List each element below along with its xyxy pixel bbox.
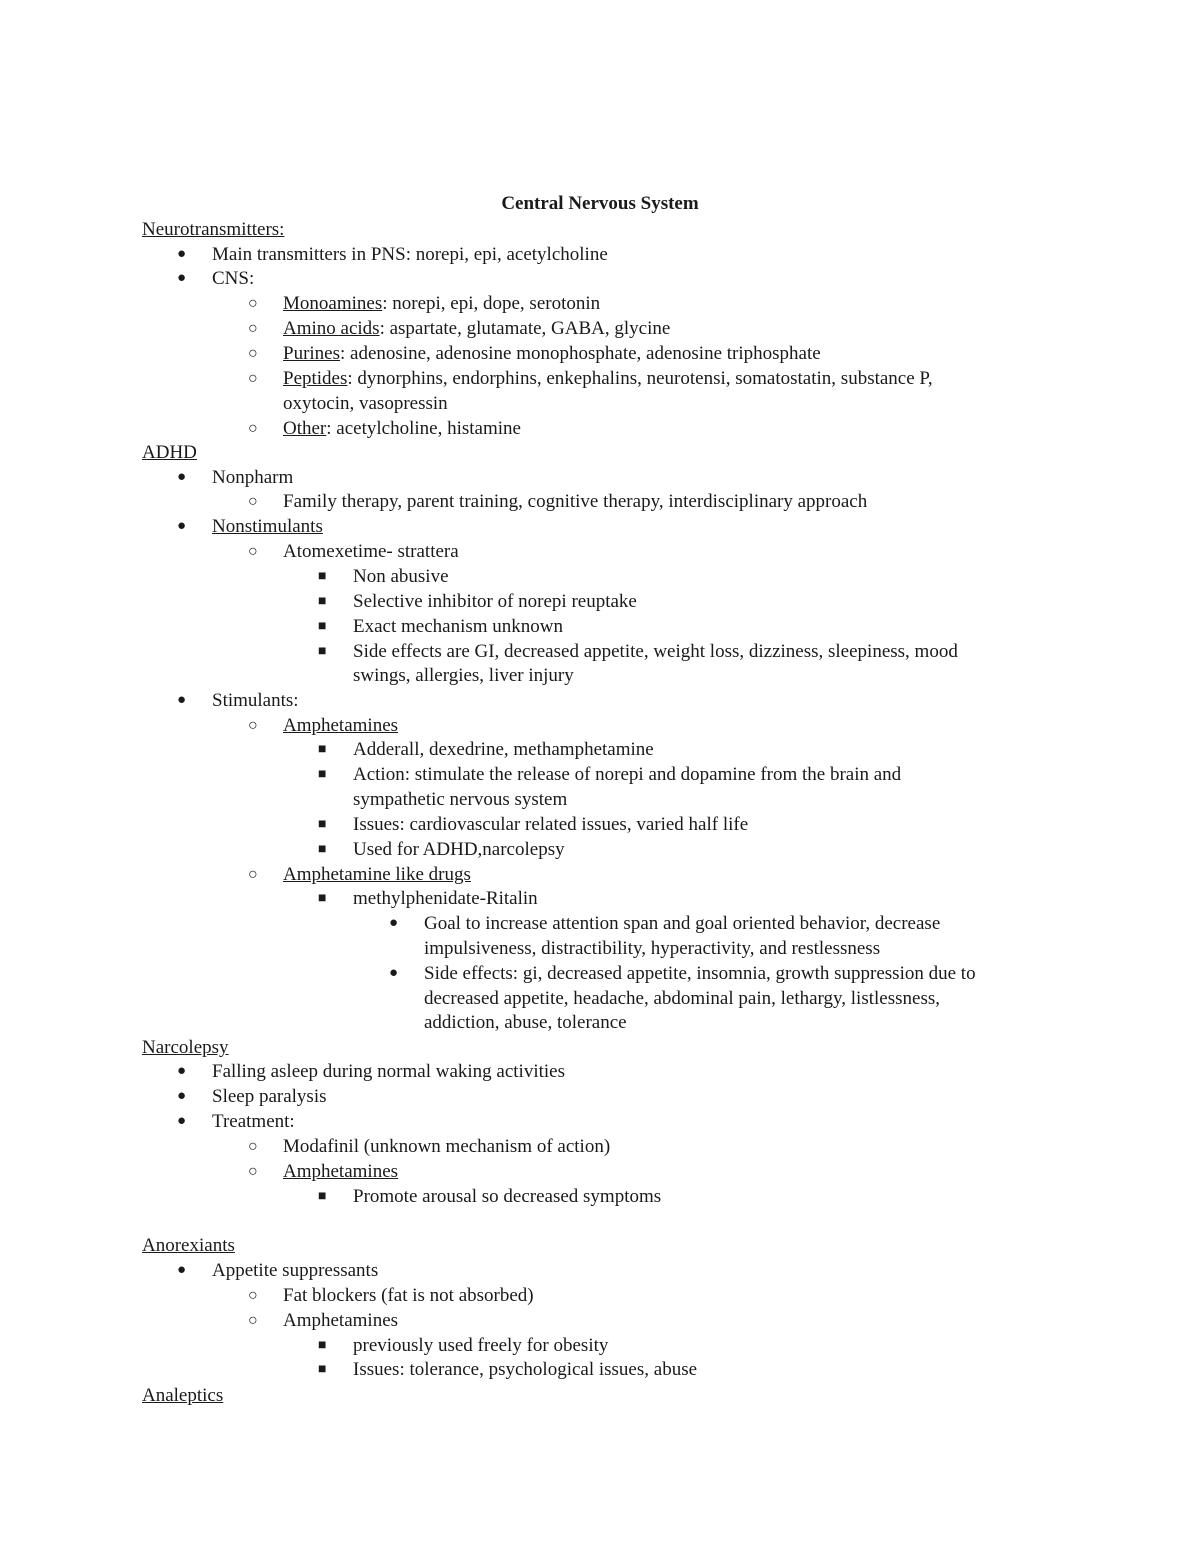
term-label: Other (283, 418, 327, 439)
list-item: CNS: (212, 268, 255, 289)
section-heading-anorexiants: Anorexiants (142, 1235, 235, 1256)
list-item: Nonstimulants (212, 516, 323, 537)
list-item: previously used freely for obesity (353, 1335, 609, 1356)
bullet-hollow: ○ (248, 320, 258, 337)
list-item: Issues: tolerance, psychological issues, abuse (353, 1359, 698, 1380)
bullet-filled: ● (177, 1113, 187, 1129)
bullet-filled: ● (177, 270, 187, 286)
list-item: Main transmitters in PNS: norepi, epi, acetylcholine (212, 244, 608, 265)
list-item (283, 416, 521, 441)
bullet-square: ■ (318, 1189, 327, 1204)
bullet-square: ■ (318, 842, 327, 857)
bullet-square: ■ (318, 891, 327, 906)
list-item: Amphetamines (283, 1161, 399, 1182)
list-item: Atomexetime- strattera (283, 541, 459, 562)
bullet-filled: ● (177, 1063, 187, 1079)
bullet-hollow: ○ (248, 543, 258, 560)
list-item: Selective inhibitor of norepi reuptake (353, 591, 637, 612)
bullet-filled: ● (177, 1262, 187, 1278)
bullet-square: ■ (318, 1362, 327, 1377)
list-item: Stimulants: (212, 690, 299, 711)
bullet-filled: ● (177, 246, 187, 262)
list-item: Goal to increase attention span and goal oriented behavior, decrease (424, 913, 941, 934)
term-text: : aspartate, glutamate, GABA, glycine (379, 318, 671, 339)
list-item: Action: stimulate the release of norepi and dopamine from the brain and (353, 764, 902, 785)
bullet-square: ■ (318, 619, 327, 634)
list-item: methylphenidate-Ritalin (353, 888, 538, 909)
bullet-square: ■ (318, 644, 327, 659)
term-label: Monoamines (283, 293, 383, 314)
bullet-square: ■ (318, 1338, 327, 1353)
bullet-hollow: ○ (248, 345, 258, 362)
list-item-continuation: oxytocin, vasopressin (283, 393, 448, 414)
list-item: Exact mechanism unknown (353, 616, 564, 637)
list-item: Used for ADHD,narcolepsy (353, 839, 565, 860)
bullet-filled: ● (389, 965, 399, 981)
term-text: : norepi, epi, dope, serotonin (382, 293, 601, 314)
bullet-square: ■ (318, 767, 327, 782)
list-item-continuation: sympathetic nervous system (353, 789, 568, 810)
term-label: Peptides (283, 368, 348, 389)
bullet-hollow: ○ (248, 1312, 258, 1329)
bullet-square: ■ (318, 817, 327, 832)
list-item-continuation: impulsiveness, distractibility, hyperactivity, and restlessness (424, 938, 881, 959)
list-item: Non abusive (353, 566, 449, 587)
list-item: Falling asleep during normal waking activities (212, 1061, 566, 1082)
bullet-filled: ● (177, 1088, 187, 1104)
list-item-continuation: swings, allergies, liver injury (353, 665, 574, 686)
section-heading-analeptics: Analeptics (142, 1385, 224, 1406)
list-item (283, 316, 670, 341)
list-item: Amphetamines (283, 715, 399, 736)
list-item: Amphetamines (283, 1310, 399, 1331)
list-item: Fat blockers (fat is not absorbed) (283, 1285, 534, 1306)
list-item: Family therapy, parent training, cognitive therapy, interdisciplinary approach (283, 491, 868, 512)
list-item: Treatment: (212, 1111, 295, 1132)
list-item: Issues: cardiovascular related issues, varied half life (353, 814, 749, 835)
bullet-hollow: ○ (248, 493, 258, 510)
bullet-filled: ● (177, 469, 187, 485)
bullet-square: ■ (318, 569, 327, 584)
bullet-hollow: ○ (248, 420, 258, 437)
list-item: Adderall, dexedrine, methamphetamine (353, 739, 654, 760)
list-item: Side effects: gi, decreased appetite, insomnia, growth suppression due to (424, 963, 976, 984)
term-text: : adenosine, adenosine monophosphate, adenosine triphosphate (340, 343, 821, 364)
bullet-square: ■ (318, 742, 327, 757)
list-item: Appetite suppressants (212, 1260, 379, 1281)
list-item-continuation: decreased appetite, headache, abdominal pain, lethargy, listlessness, (424, 988, 940, 1009)
term-label: Purines (283, 343, 340, 364)
list-item: Side effects are GI, decreased appetite, weight loss, dizziness, sleepiness, mood (353, 641, 958, 662)
bullet-hollow: ○ (248, 1287, 258, 1304)
list-item: Amphetamine like drugs (283, 864, 471, 885)
bullet-hollow: ○ (248, 295, 258, 312)
term-text: : acetylcholine, histamine (326, 418, 521, 439)
section-heading-adhd: ADHD (142, 442, 197, 463)
bullet-hollow: ○ (248, 370, 258, 387)
list-item (283, 366, 933, 391)
list-item: Sleep paralysis (212, 1086, 327, 1107)
bullet-hollow: ○ (248, 866, 258, 883)
list-item: Promote arousal so decreased symptoms (353, 1186, 662, 1207)
section-heading-narcolepsy: Narcolepsy (142, 1037, 229, 1058)
bullet-hollow: ○ (248, 717, 258, 734)
list-item: Nonpharm (212, 467, 294, 488)
list-item: Modafinil (unknown mechanism of action) (283, 1136, 611, 1157)
bullet-square: ■ (318, 594, 327, 609)
bullet-hollow: ○ (248, 1138, 258, 1155)
term-text: : dynorphins, endorphins, enkephalins, neurotensi, somatostatin, substance P, (347, 368, 933, 389)
page-title: Central Nervous System (501, 193, 699, 214)
list-item (283, 341, 821, 366)
bullet-hollow: ○ (248, 1163, 258, 1180)
section-heading-neurotransmitters: Neurotransmitters: (142, 219, 285, 240)
bullet-filled: ● (389, 915, 399, 931)
bullet-filled: ● (177, 518, 187, 534)
bullet-filled: ● (177, 692, 187, 708)
list-item-continuation: addiction, abuse, tolerance (424, 1012, 627, 1033)
list-item (283, 291, 600, 316)
term-label: Amino acids (283, 318, 380, 339)
